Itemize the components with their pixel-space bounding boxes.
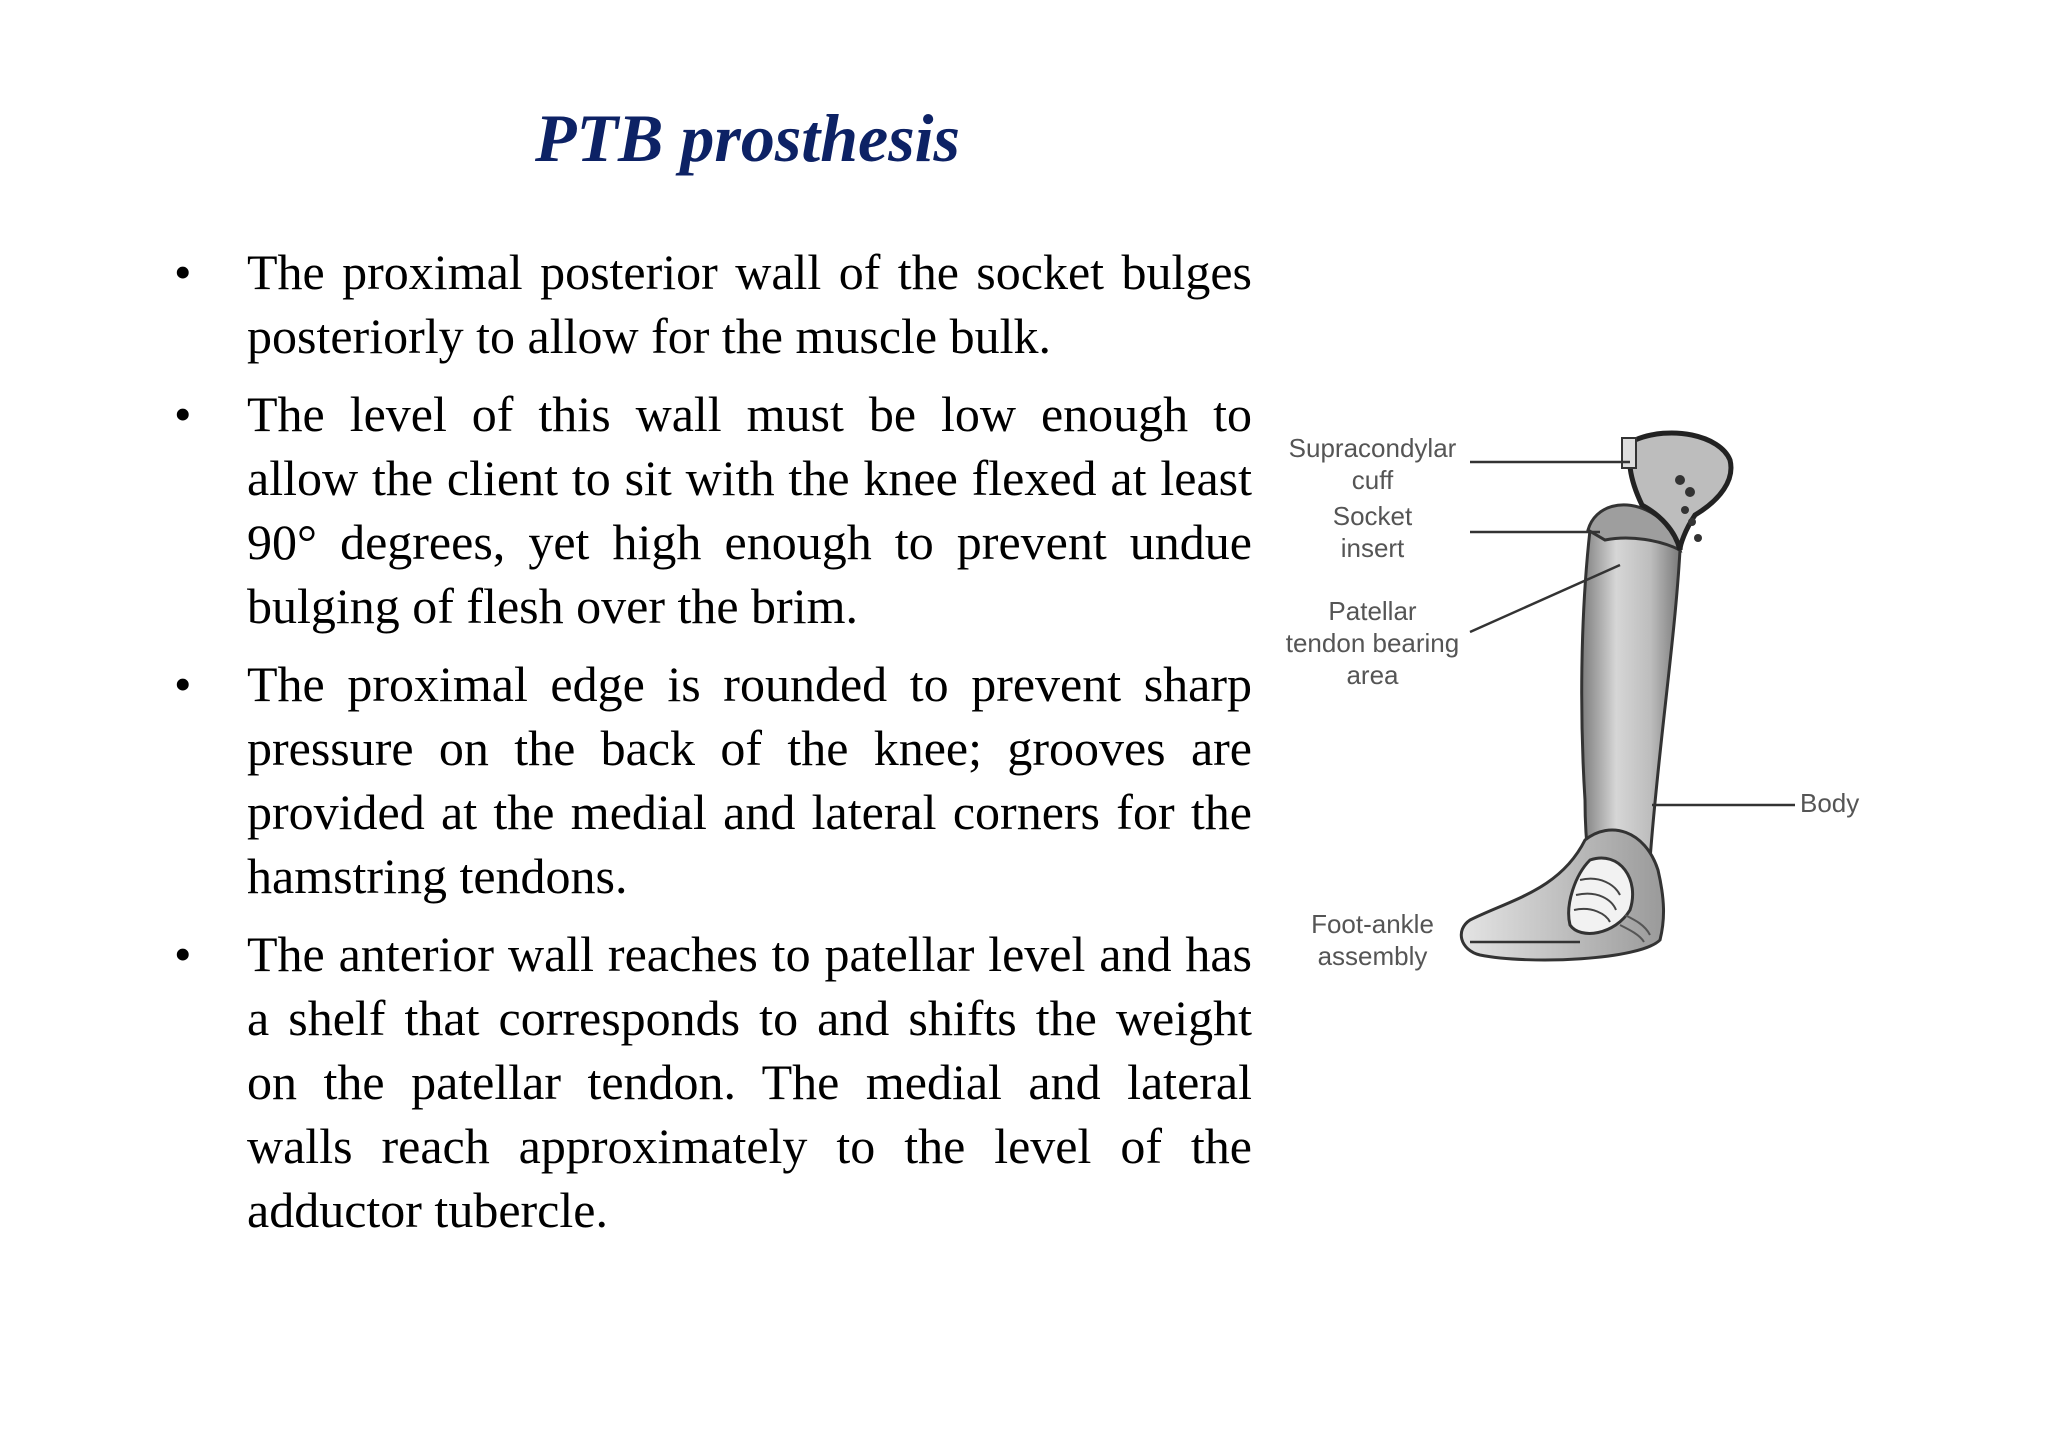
bullet-text: The proximal posterior wall of the socket bulges posteriorly to allow for the muscle bulk. [247, 244, 1252, 364]
label-socket-insert: Socket insert [1332, 501, 1413, 563]
label-patellar-tendon-area: Patellar tendon bearing area [1285, 596, 1460, 690]
slide-title: PTB prosthesis [534, 100, 961, 176]
label-body: Body [1800, 788, 1860, 818]
bullet-item [170, 240, 1252, 368]
bullet-marker: • [174, 386, 192, 442]
ptb-prosthesis-figure [1280, 420, 1900, 1020]
label-supracondylar-cuff: Supracondylar cuff [1288, 433, 1457, 495]
cuff-rivet [1681, 506, 1689, 514]
cuff-rivet [1675, 475, 1685, 485]
cuff-rivet [1688, 518, 1696, 526]
bullet-text: The anterior wall reaches to patellar level and has a shelf that corresponds to and shifts the weight on the patellar tendon. The medial and lateral walls reach approximately to the level of the adductor tubercle. [247, 926, 1252, 1238]
cuff-buckle [1622, 438, 1636, 468]
bullet-text: The level of this wall must be low enough to allow the client to sit with the knee flexed at least 90° degrees, yet high enough to prevent undue bulging of flesh over the brim. [247, 386, 1252, 634]
bullet-text: The proximal edge is rounded to prevent sharp pressure on the back of the knee; grooves are provided at the medial and lateral corners for the hamstring tendons. [247, 656, 1252, 904]
bullet-marker: • [174, 244, 192, 300]
cuff-rivet [1694, 534, 1702, 542]
bullet-marker: • [174, 656, 192, 712]
bullet-item [170, 652, 1252, 908]
bullet-list [170, 240, 1252, 1256]
bullet-item [170, 382, 1252, 638]
label-foot-ankle-assembly: Foot-ankle assembly [1311, 909, 1434, 971]
cuff-rivet [1685, 487, 1695, 497]
bullet-item [170, 922, 1252, 1242]
bullet-marker: • [174, 926, 192, 982]
